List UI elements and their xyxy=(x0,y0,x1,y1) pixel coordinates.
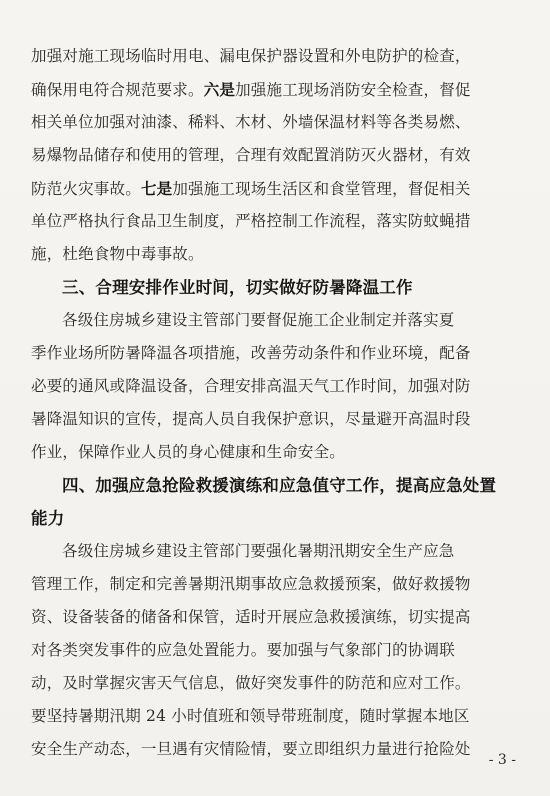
section-3-line: 季作业场所防暑降温各项措施，改善劳动条件和作业环境，配备 xyxy=(31,344,471,362)
section-4-line: 动，及时掌握灾害天气信息，做好突发事件的防范和应对工作。 xyxy=(31,674,471,692)
text-line: 施，杜绝食物中毒事故。 xyxy=(31,245,204,263)
text-line xyxy=(31,73,521,106)
text-fragment: 加强施工现场生活区和食堂管理，督促相关 xyxy=(172,180,471,198)
bold-item-marker: 七是 xyxy=(140,179,173,198)
section-4-line: 安全生产动态，一旦遇有灾情险情，要立即组织力量进行抢险处 xyxy=(31,740,471,758)
section-3-line: 必要的通风或降温设备，合理安排高温天气工作时间，加强对防 xyxy=(31,377,471,395)
text-fragment: 确保用电符合规范要求。 xyxy=(31,81,204,99)
text-fragment: 防范火灾事故。 xyxy=(31,180,141,198)
section-4-line: 对各类突发事件的应急处置能力。要加强与气象部门的协调联 xyxy=(31,641,455,659)
section-4-line: 要坚持暑期汛期 24 小时值班和领导带班制度，随时掌握本地区 xyxy=(31,707,470,725)
section-4-line: 管理工作，制定和完善暑期汛期事故应急救援预案，做好救援物 xyxy=(31,575,471,593)
section-4-heading-continued: 能力 xyxy=(31,509,65,528)
section-3-line: 作业，保障作业人员的身心健康和生命安全。 xyxy=(31,443,346,461)
text-line: 易爆物品储存和使用的管理，合理有效配置消防灭火器材，有效 xyxy=(31,146,471,164)
document-body xyxy=(31,40,521,766)
page-number: - 3 - xyxy=(488,752,516,768)
section-3-heading: 三、合理安排作业时间，切实做好防暑降温工作 xyxy=(62,278,413,297)
text-line: 单位严格执行食品卫生制度，严格控制工作流程，落实防蚊蝇措 xyxy=(31,212,471,230)
bold-item-marker: 六是 xyxy=(203,80,236,99)
text-line: 加强对施工现场临时用电、漏电保护器设置和外电防护的检查， xyxy=(31,47,471,65)
section-3-line: 各级住房城乡建设主管部门要督促施工企业制定并落实夏 xyxy=(62,311,455,329)
section-4-line: 资、设备装备的储备和保管，适时开展应急救援演练，切实提高 xyxy=(31,608,471,626)
text-line xyxy=(31,172,521,205)
section-3-line: 暑降温知识的宣传，提高人员自我保护意识，尽量避开高温时段 xyxy=(31,410,471,428)
section-4-heading: 四、加强应急抢险救援演练和应急值守工作，提高应急处置 xyxy=(62,476,497,495)
text-line: 相关单位加强对油漆、稀料、木材、外墙保温材料等各类易燃、 xyxy=(31,113,471,131)
section-4-line: 各级住房城乡建设主管部门要强化暑期汛期安全生产应急 xyxy=(62,542,455,560)
text-fragment: 加强施工现场消防安全检查，督促 xyxy=(235,81,471,99)
